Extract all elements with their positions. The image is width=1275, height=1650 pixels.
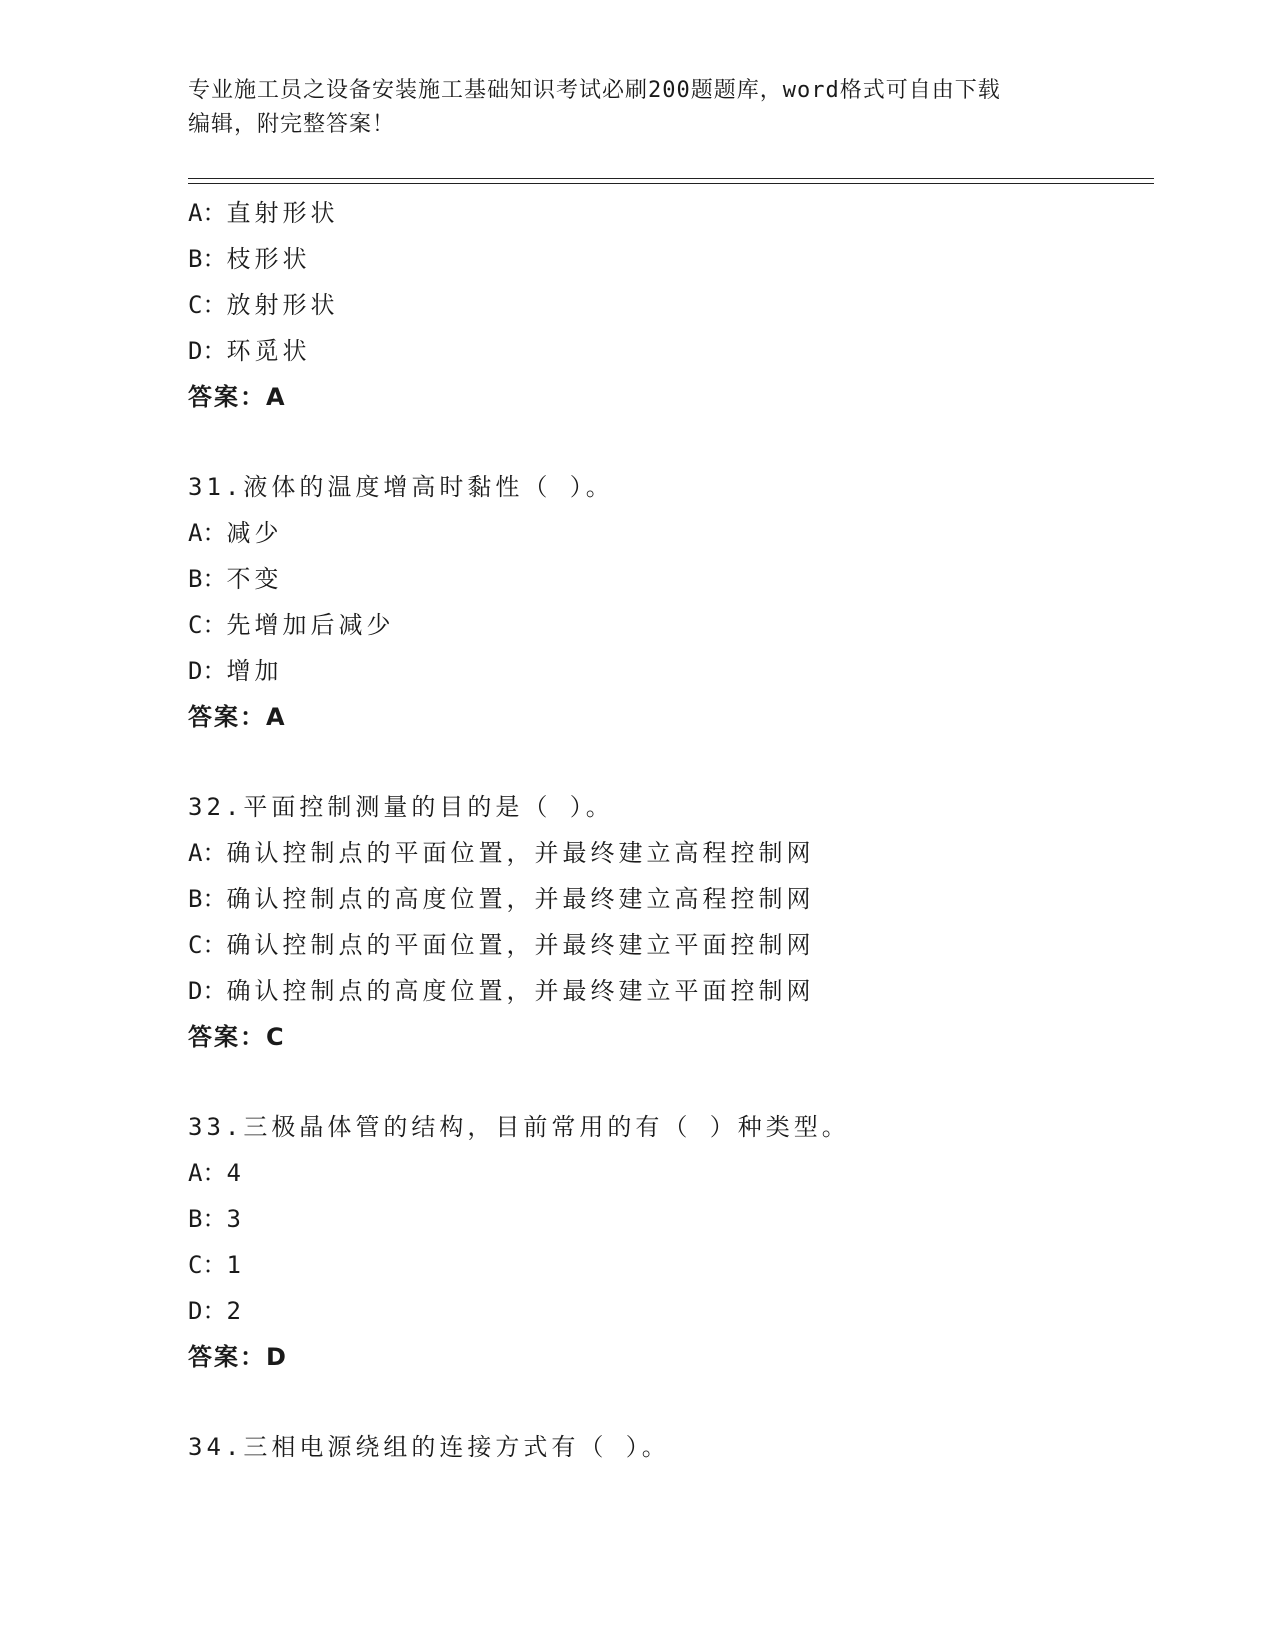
option-a: A：直射形状: [188, 199, 339, 227]
spacer: [188, 1060, 1148, 1104]
question-text: 34.三相电源绕组的连接方式有（ ）。: [188, 1433, 670, 1461]
option-b: B：3: [188, 1205, 245, 1233]
option-b: B：枝形状: [188, 245, 311, 273]
spacer: [188, 420, 1148, 464]
option-c: C：放射形状: [188, 291, 339, 319]
question-33: [188, 1104, 1148, 1380]
option-c: C：先增加后减少: [188, 611, 395, 639]
header-line-2: 编辑，附完整答案！: [188, 112, 396, 137]
option-c: C：1: [188, 1251, 245, 1279]
answer-line: 答案：C: [188, 1023, 286, 1051]
question-text: 32.平面控制测量的目的是（ ）。: [188, 793, 614, 821]
question-30: [188, 190, 1148, 420]
option-a: A：减少: [188, 519, 283, 547]
option-d: D：确认控制点的高度位置，并最终建立平面控制网: [188, 977, 815, 1005]
header-line-1: 专业施工员之设备安装施工基础知识考试必刷200题题库，word格式可自由下载: [188, 78, 1001, 103]
spacer: [188, 740, 1148, 784]
answer-line: 答案：A: [188, 703, 287, 731]
question-text: 33.三极晶体管的结构，目前常用的有（ ）种类型。: [188, 1113, 850, 1141]
option-d: D：环觅状: [188, 337, 311, 365]
question-31: [188, 464, 1148, 740]
question-34: [188, 1424, 1148, 1470]
option-b: B：确认控制点的高度位置，并最终建立高程控制网: [188, 885, 815, 913]
option-a: A：4: [188, 1159, 245, 1187]
answer-line: 答案：A: [188, 383, 287, 411]
header-divider-bottom: [188, 183, 1154, 184]
question-text: 31.液体的温度增高时黏性（ ）。: [188, 473, 614, 501]
option-c: C：确认控制点的平面位置，并最终建立平面控制网: [188, 931, 815, 959]
answer-line: 答案：D: [188, 1343, 288, 1371]
question-list: [188, 190, 1148, 1470]
option-d: D：增加: [188, 657, 283, 685]
spacer: [188, 1380, 1148, 1424]
option-d: D：2: [188, 1297, 245, 1325]
header-divider-top: [188, 178, 1154, 179]
option-b: B：不变: [188, 565, 283, 593]
option-a: A：确认控制点的平面位置，并最终建立高程控制网: [188, 839, 815, 867]
question-32: [188, 784, 1148, 1060]
document-header: [188, 74, 1088, 142]
